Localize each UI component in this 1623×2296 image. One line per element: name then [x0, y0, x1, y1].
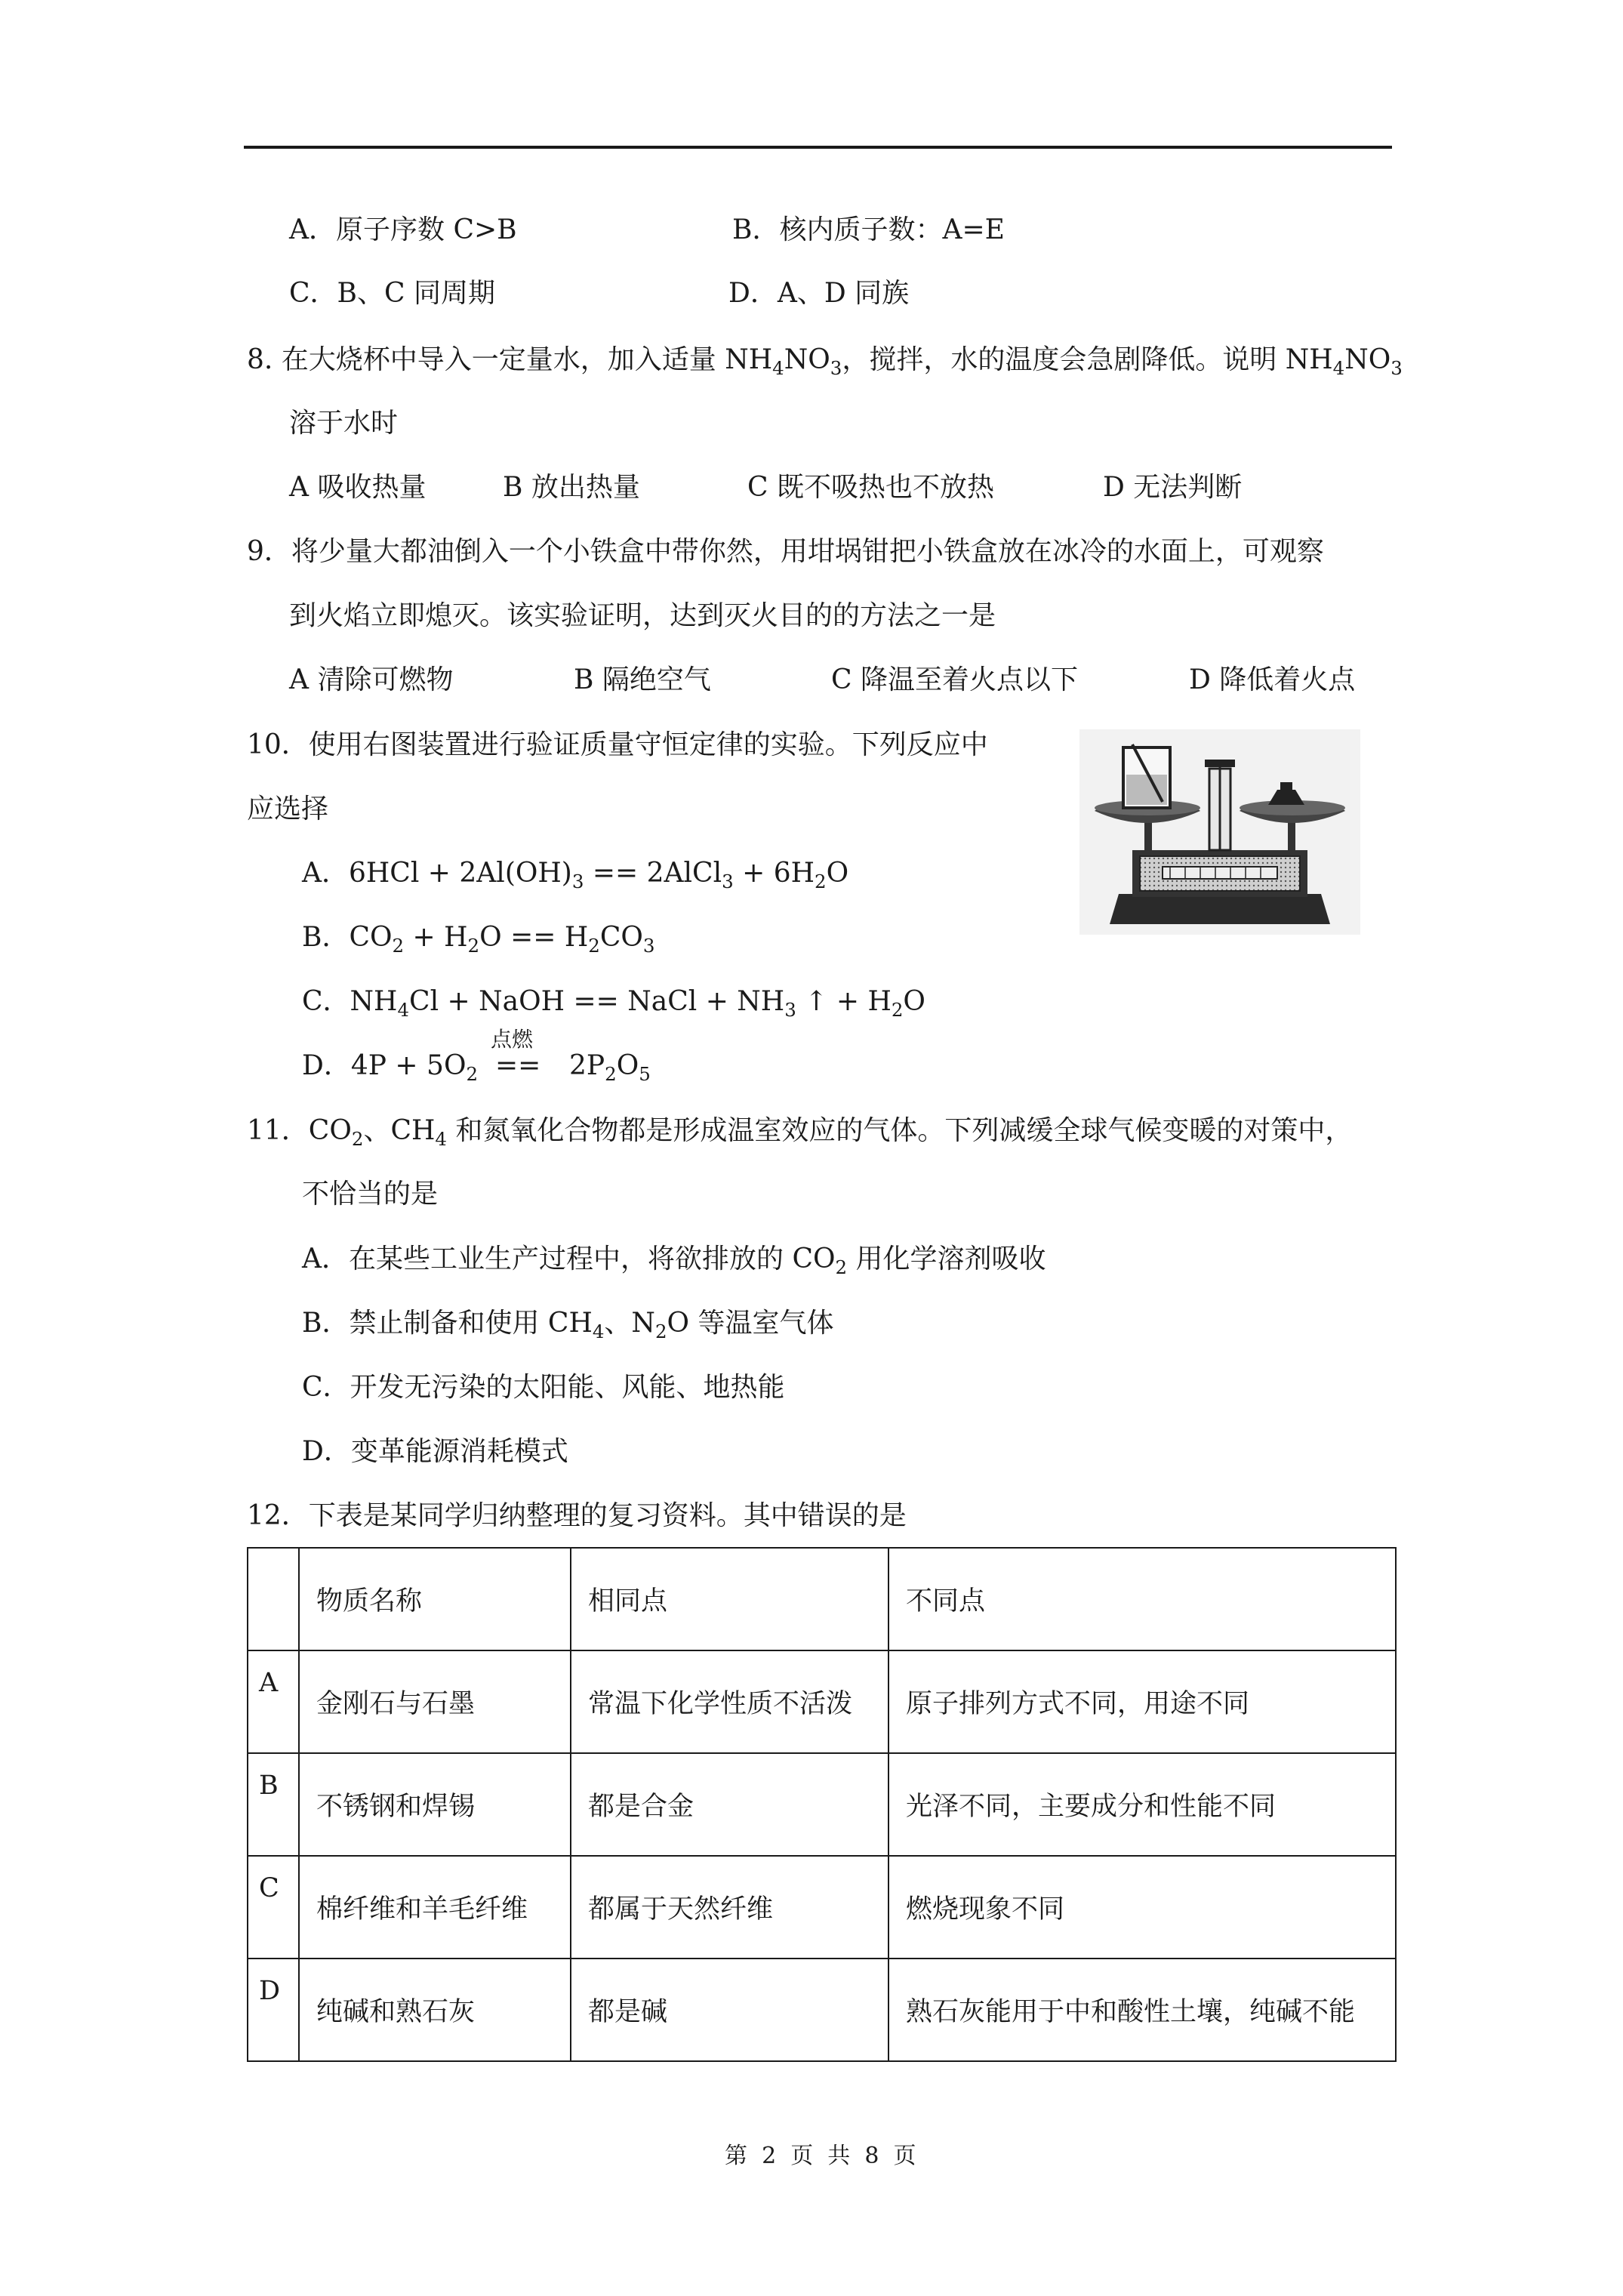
q11-option-a: A．在某些工业生产过程中，将欲排放的 $CO_2$ 用化学溶剂吸收 [302, 1244, 1046, 1278]
table-cell: 都属于天然纤维 [571, 1856, 888, 1959]
table-header-cell: 物质名称 [299, 1548, 571, 1650]
q10-option-d-left: D．$4P + 5O_2$ [302, 1050, 479, 1085]
q10-option-d-condition: 点燃 [491, 1027, 534, 1052]
q9-stem: 9．将少量大都油倒入一个小铁盒中带你然，用坩埚钳把小铁盒放在冰冷的水面上，可观察 [247, 536, 1324, 567]
table-row [248, 1856, 1396, 1959]
table-cell: 不锈钢和焊锡 [299, 1753, 571, 1856]
table-cell-option: A [248, 1650, 299, 1753]
table-cell: 燃烧现象不同 [888, 1856, 1396, 1959]
table-cell: 原子排列方式不同，用途不同 [888, 1650, 1396, 1753]
q10-option-d-right: $2P_2O_5$ [569, 1050, 651, 1085]
q7-option-a: A．原子序数 C>B [289, 214, 517, 245]
q7-option-d: D．A、D 同族 [728, 278, 910, 309]
q9-option-d: D 降低着火点 [1189, 664, 1356, 695]
q12-stem: 12．下表是某同学归纳整理的复习资料。其中错误的是 [247, 1500, 907, 1531]
table-cell: 都是碱 [571, 1959, 888, 2061]
table-cell: 纯碱和熟石灰 [299, 1959, 571, 2061]
q11-option-c: C．开发无污染的太阳能、风能、地热能 [302, 1372, 785, 1403]
q8-stem: 8. 在大烧杯中导入一定量水，加入适量 $NH_4NO_3$，搅拌，水的温度会急剧降低。说明 $NH_4NO_3$ [247, 344, 1403, 379]
q11-option-b: B．禁止制备和使用 $CH_4$、$N_2O$ 等温室气体 [302, 1308, 834, 1342]
q10-stem: 10．使用右图装置进行验证质量守恒定律的实验。下列反应中 [247, 729, 988, 760]
q10-option-c: C．$NH_4Cl$ + NaOH == NaCl + $NH_3$ ↑ + $H_2O$ [302, 986, 925, 1021]
table-row [248, 1753, 1396, 1856]
table-cell: 棉纤维和羊毛纤维 [299, 1856, 571, 1959]
q7-option-c: C．B、C 同周期 [289, 278, 495, 309]
q10-option-d-equals: == [495, 1050, 541, 1081]
table-cell: 熟石灰能用于中和酸性土壤，纯碱不能 [888, 1959, 1396, 2061]
q10-stem-line2: 应选择 [247, 794, 329, 824]
header-rule [244, 146, 1392, 149]
table-cell: 金刚石与石墨 [299, 1650, 571, 1753]
q11-stem: 11．$CO_2$、$CH_4$ 和氮氧化合物都是形成温室效应的气体。下列减缓全球气候变暖的对策中， [247, 1115, 1353, 1150]
q10-option-a: A．$6HCl + 2Al(OH)_3$ == 2AlCl$_3$ + $6H_2O$ [302, 858, 849, 892]
table-row [248, 1650, 1396, 1753]
q9-option-a: A 清除可燃物 [289, 664, 454, 695]
table-header-cell: 不同点 [888, 1548, 1396, 1650]
table-header-cell: 相同点 [571, 1548, 888, 1650]
balance-scale-image [1079, 729, 1360, 935]
page-footer: 第 2 页 共 8 页 [725, 2143, 916, 2169]
table-header-cell [248, 1548, 299, 1650]
table-cell-option: B [248, 1753, 299, 1856]
q10-option-b: B．$CO_2 + H_2O == H_2CO_3$ [302, 922, 655, 957]
q11-option-d: D．变革能源消耗模式 [302, 1436, 568, 1467]
q8-option-a: A 吸收热量 [289, 472, 427, 503]
table-row [248, 1959, 1396, 2061]
table-cell-option: D [248, 1959, 299, 2061]
q9-option-c: C 降温至着火点以下 [831, 664, 1078, 695]
q8-option-c: C 既不吸热也不放热 [747, 472, 994, 503]
q8-option-b: B 放出热量 [503, 472, 640, 503]
q9-option-b: B 隔绝空气 [574, 664, 711, 695]
table-header-row [248, 1548, 1396, 1650]
q9-stem-line2: 到火焰立即熄灭。该实验证明，达到灭火目的的方法之一是 [289, 600, 996, 631]
table-cell: 都是合金 [571, 1753, 888, 1856]
q8-stem-line2: 溶于水时 [289, 408, 399, 439]
table-cell: 常温下化学性质不活泼 [571, 1650, 888, 1753]
q8-option-d: D 无法判断 [1103, 472, 1243, 503]
review-table [247, 1547, 1397, 2062]
table-cell-option: C [248, 1856, 299, 1959]
table-cell: 光泽不同，主要成分和性能不同 [888, 1753, 1396, 1856]
q11-stem-line2: 不恰当的是 [302, 1179, 439, 1210]
q7-option-b: B．核内质子数：A=E [732, 214, 1005, 245]
